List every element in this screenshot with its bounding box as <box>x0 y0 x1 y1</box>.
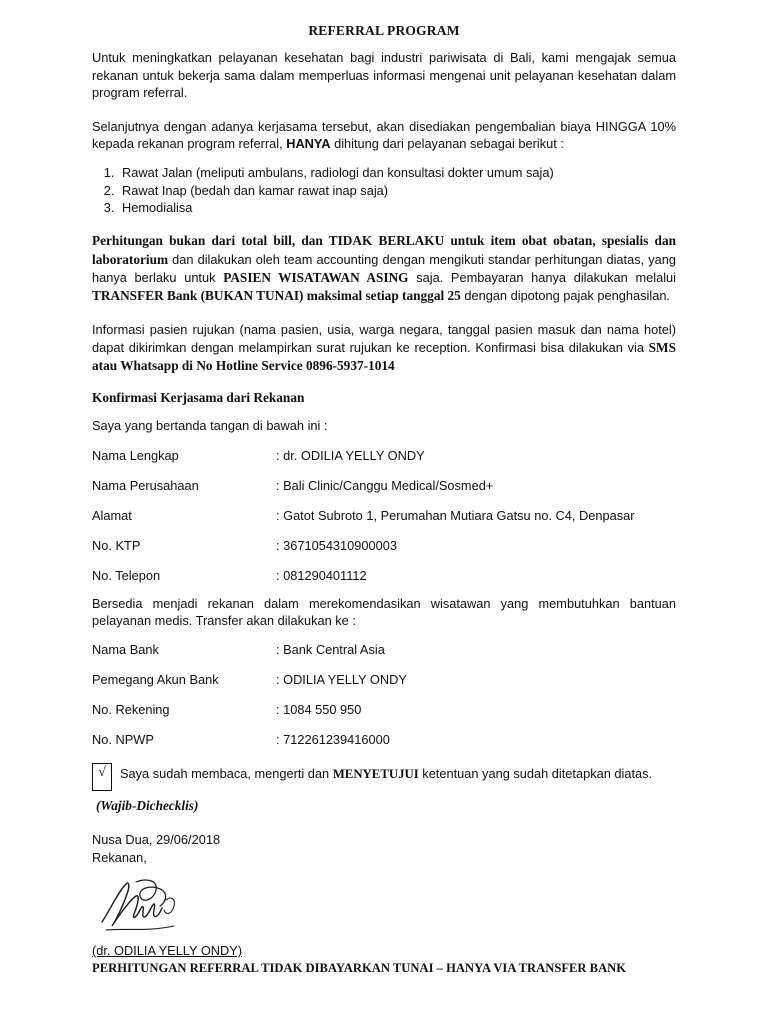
hanya-emphasis: HANYA <box>286 135 331 151</box>
field-value: : Gatot Subroto 1, Perumahan Mutiara Gatsu no. C4, Denpasar <box>276 507 635 523</box>
field-row <box>92 567 676 589</box>
calc-text-2: saja. Pembayaran hanya dilakukan melalui <box>408 269 676 285</box>
agree-emphasis: MENYETUJUI <box>332 767 419 782</box>
field-row <box>92 537 676 567</box>
agreement-text <box>120 763 652 783</box>
field-label: Nama Perusahaan <box>92 477 199 493</box>
field-label: No. NPWP <box>92 732 154 748</box>
agreement-text-end: ketentuan yang sudah ditetapkan diatas. <box>418 766 653 782</box>
hotline-emphasis: SMS atau Whatsapp di No Hotline Service 0896-5937-1014 <box>92 339 676 373</box>
field-value: : 1084 550 950 <box>276 702 362 718</box>
refund-text: Selanjutnya dengan adanya kerjasama tersebut, akan disediakan pengembalian biaya HINGGA 10% kepada rekanan program referral, <box>92 118 676 151</box>
field-row <box>92 507 676 537</box>
calc-bold-3: TRANSFER Bank (BUKAN TUNAI) maksimal setiap tanggal 25 <box>92 287 461 303</box>
field-row <box>92 641 676 671</box>
calc-text-3: dengan dipotong pajak penghasilan. <box>460 287 670 303</box>
field-label: Nama Bank <box>92 642 159 658</box>
partner-label: Rekanan, <box>92 849 147 865</box>
field-value: : Bali Clinic/Canggu Medical/Sosmed+ <box>276 477 494 493</box>
field-row <box>92 701 676 731</box>
list-item: 2. Rawat Inap (bedah dan kamar rawat inap saja) <box>118 182 676 199</box>
calculation-paragraph <box>92 232 676 304</box>
field-row <box>92 731 676 761</box>
field-label: Alamat <box>92 507 132 523</box>
refund-text-end: dihitung dari pelayanan sebagai berikut : <box>330 135 564 151</box>
field-row <box>92 477 676 507</box>
intro-paragraph: Untuk meningkatkan pelayanan kesehatan bagi industri pariwisata di Bali, kami mengajak semua rekanan untuk bekerja sama dalam memperluas informasi mengenai unit pelayanan kesehatan dalam program referral. <box>92 50 676 101</box>
field-value: : 081290401112 <box>276 567 367 583</box>
calc-bold-1: Perhitungan bukan dari total bill, dan TIDAK BERLAKU untuk item obat obatan, spesialis dan laboratorium <box>92 233 676 267</box>
list-item: 1. Rawat Jalan (meliputi ambulans, radiologi dan konsultasi dokter umum saja) <box>118 164 676 181</box>
signer-name: (dr. ODILIA YELLY ONDY) <box>92 943 243 959</box>
field-value: : 712261239416000 <box>276 732 390 748</box>
confirmation-heading: Konfirmasi Kerjasama dari Rekanan <box>92 390 305 406</box>
agreement-text-start: Saya sudah membaca, mengerti dan <box>120 766 333 782</box>
list-item: 3. Hemodialisa <box>118 199 676 216</box>
field-label: Pemegang Akun Bank <box>92 672 219 688</box>
field-label: No. KTP <box>92 537 141 553</box>
signatory-intro: Saya yang bertanda tangan di bawah ini : <box>92 418 328 434</box>
refund-paragraph <box>92 118 676 153</box>
field-label: No. Rekening <box>92 702 170 718</box>
signature-scribble <box>96 870 186 940</box>
agreement-line <box>92 763 676 791</box>
document-page <box>92 22 676 977</box>
calc-bold-2: PASIEN WISATAWAN ASING <box>223 269 409 285</box>
patient-info-text: Informasi pasien rujukan (nama pasien, usia, warga negara, tanggal pasien masuk dan nama hotel) dapat dikirimkan dengan melampirkan surat rujukan ke reception. Konfirmasi bisa dilakukan via <box>92 321 676 355</box>
bank-details <box>92 641 676 761</box>
field-value: : dr. ODILIA YELLY ONDY <box>276 447 425 463</box>
field-value: : ODILIA YELLY ONDY <box>276 672 407 688</box>
field-row <box>92 671 676 701</box>
field-label: Nama Lengkap <box>92 447 179 463</box>
field-value: : Bank Central Asia <box>276 642 385 658</box>
patient-info-paragraph <box>92 321 676 375</box>
signature-image <box>96 870 676 940</box>
field-label: No. Telepon <box>92 567 161 583</box>
footer-note: PERHITUNGAN REFERRAL TIDAK DIBAYARKAN TUNAI – HANYA VIA TRANSFER BANK <box>92 960 627 975</box>
partner-details <box>92 447 676 589</box>
field-value: : 3671054310900003 <box>276 537 397 553</box>
agreement-checkbox[interactable]: √ <box>92 763 112 791</box>
partner-statement: Bersedia menjadi rekanan dalam merekomendasikan wisatawan yang membutuhkan bantuan pelayanan medis. Transfer akan dilakukan ke : <box>92 595 676 628</box>
mandatory-check-note: (Wajib-Dichecklis) <box>96 798 199 814</box>
service-list <box>92 164 676 216</box>
field-row <box>92 447 676 477</box>
calc-text-1: dan dilakukan oleh team accounting dengan mengikuti standar perhitungan diatas, yang hanya berlaku untuk <box>92 251 676 285</box>
document-title: REFERRAL PROGRAM <box>308 23 460 38</box>
date-line: Nusa Dua, 29/06/2018 <box>92 832 221 848</box>
